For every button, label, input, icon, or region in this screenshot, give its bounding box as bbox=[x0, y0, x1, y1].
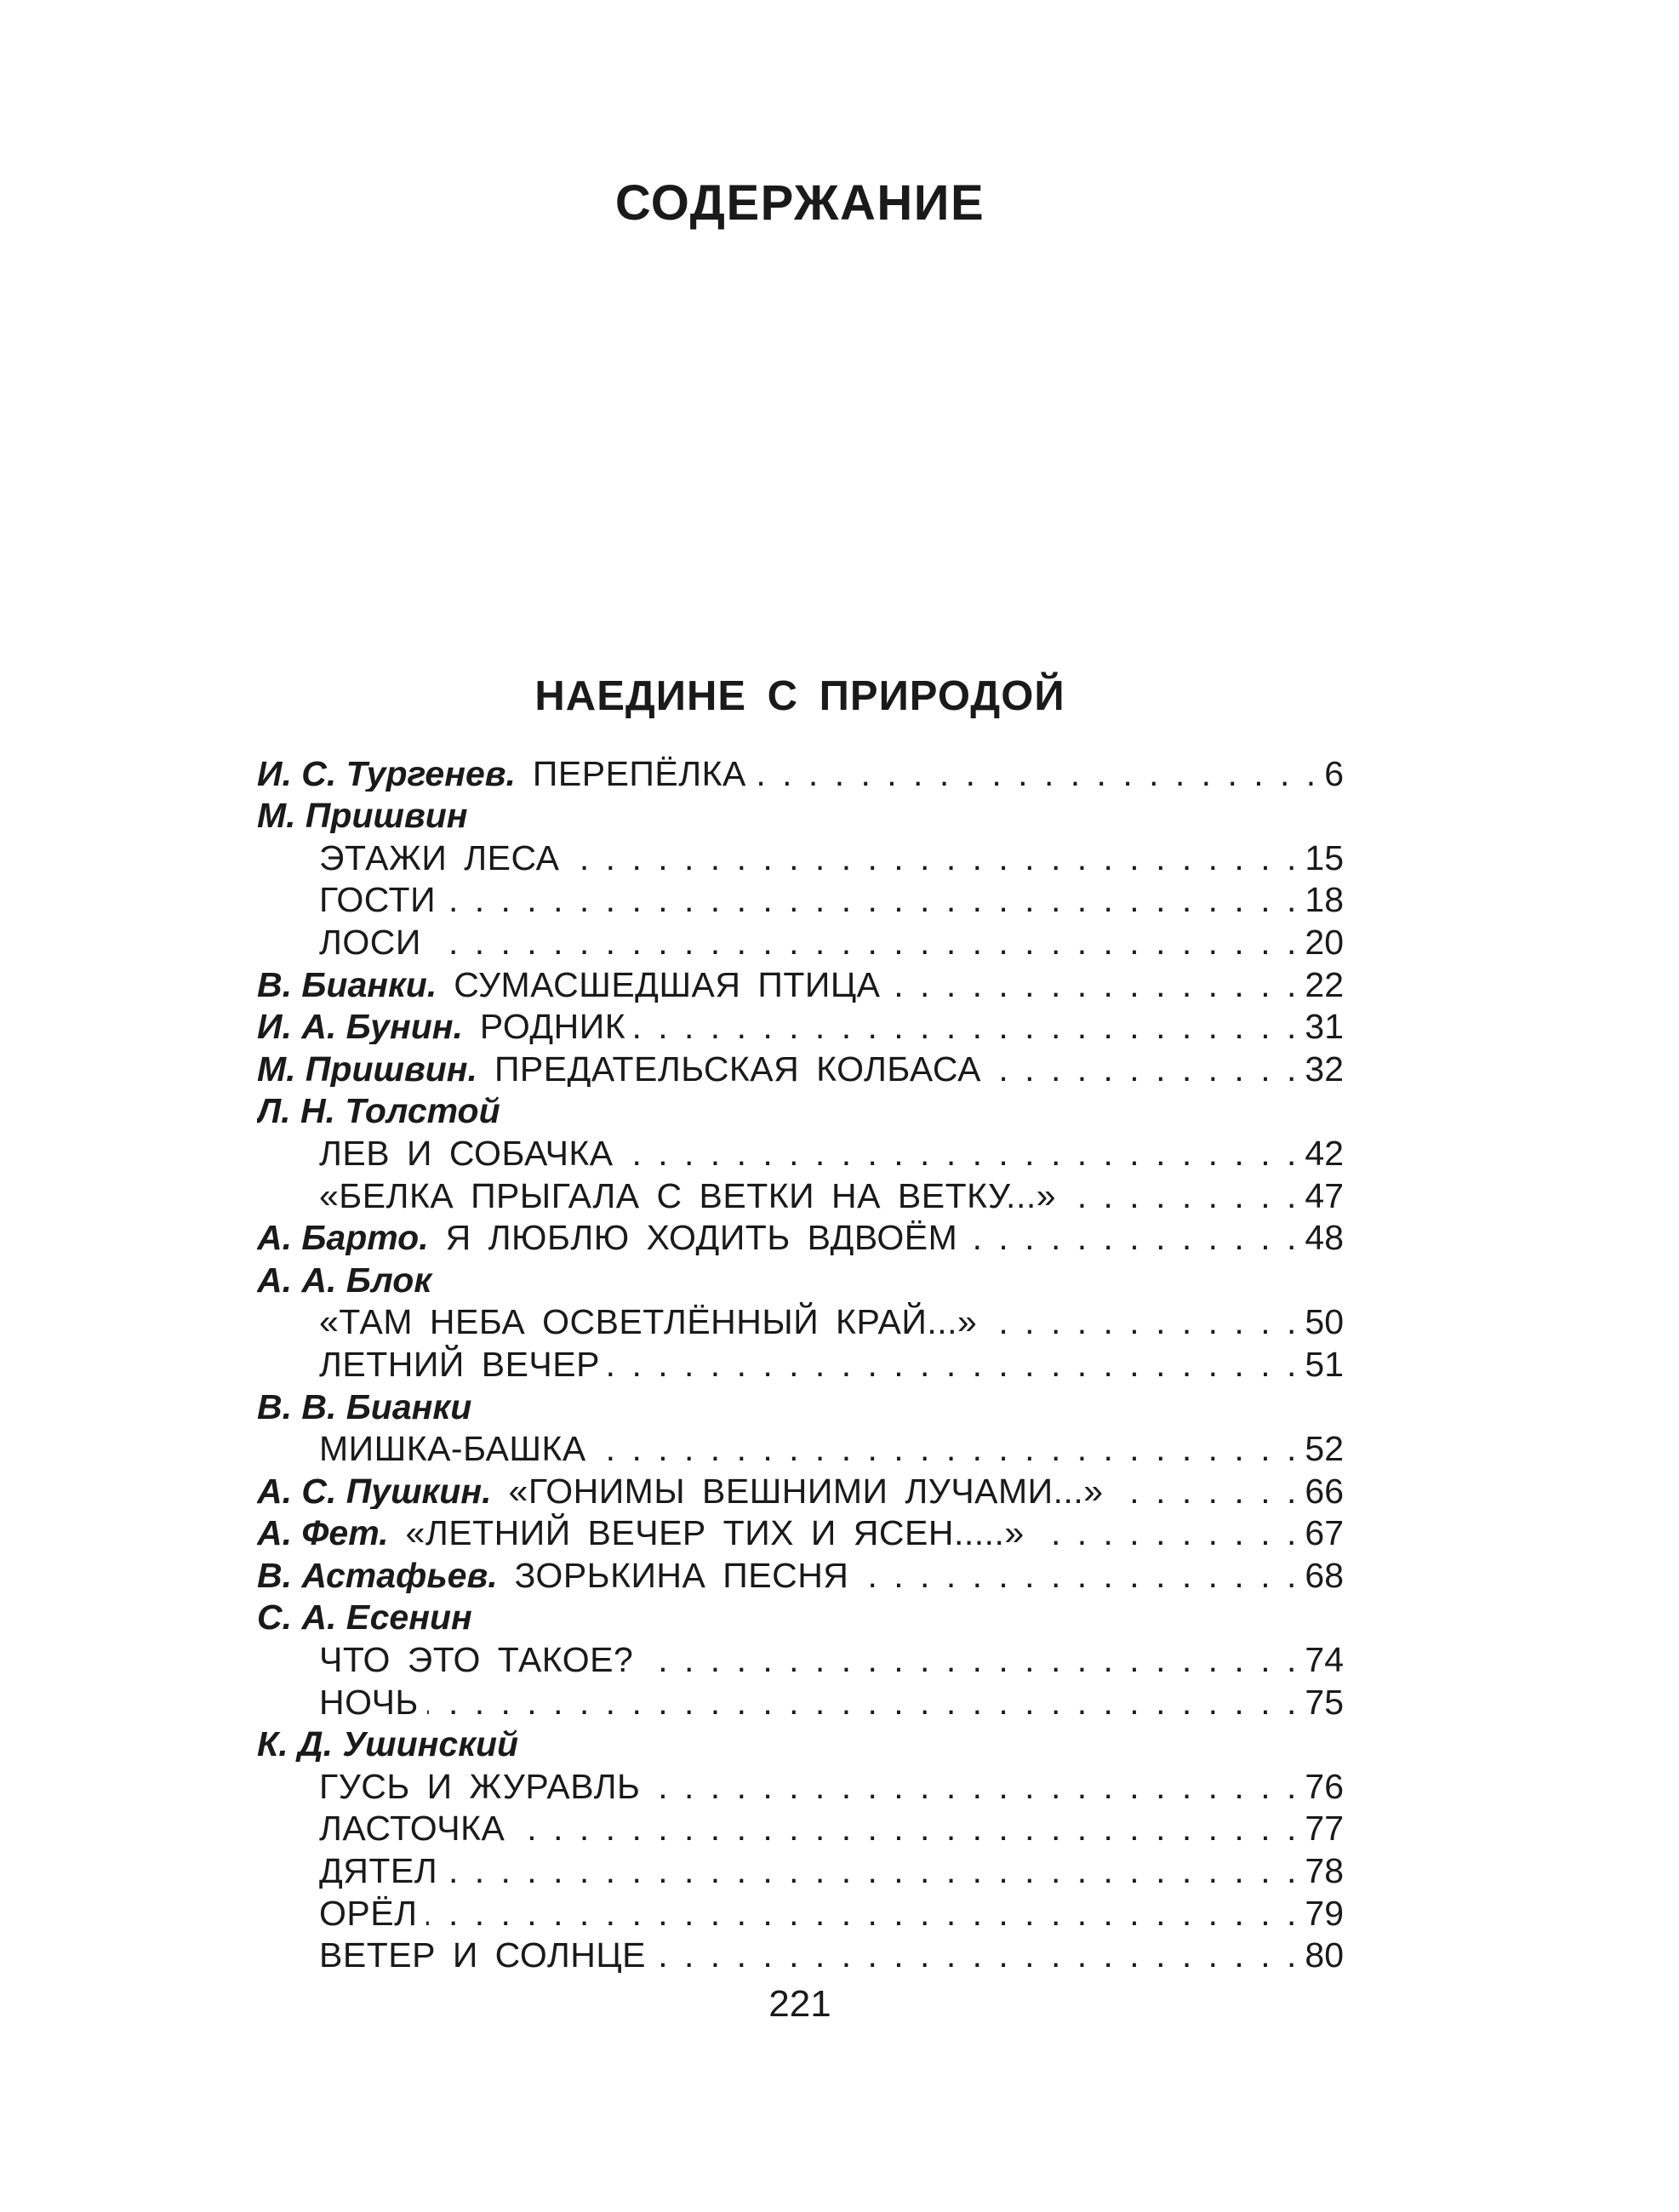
section-title: НАЕДИНЕ С ПРИРОДОЙ bbox=[534, 673, 1065, 719]
toc-author: М. Пришвин. bbox=[257, 1049, 477, 1087]
dot-leader bbox=[1065, 1179, 1299, 1214]
dot-leader bbox=[889, 968, 1300, 1003]
toc-author: К. Д. Ушинский bbox=[257, 1724, 519, 1763]
toc-title: ЭТАЖИ ЛЕСА bbox=[319, 837, 560, 876]
toc-entry[interactable] bbox=[257, 1551, 1344, 1593]
toc-page-number: 22 bbox=[1305, 964, 1344, 1003]
toc-page-number: 20 bbox=[1305, 922, 1344, 960]
toc-title: МИШКА-БАШКА bbox=[319, 1429, 586, 1467]
toc-author: А. Барто. bbox=[257, 1218, 429, 1256]
toc-page-number: 6 bbox=[1324, 753, 1344, 792]
toc-author: М. Пришвин bbox=[257, 796, 468, 834]
toc-page-number: 51 bbox=[1305, 1344, 1344, 1382]
toc-title: НОЧЬ bbox=[319, 1682, 419, 1720]
toc-entry[interactable] bbox=[257, 1931, 1344, 1974]
dot-leader bbox=[426, 1896, 1300, 1931]
toc-author: В. В. Бианки bbox=[257, 1386, 472, 1425]
toc-title: «ТАМ НЕБА ОСВЕТЛЁННЫЙ КРАЙ...» bbox=[319, 1302, 978, 1340]
toc-entry[interactable] bbox=[257, 960, 1344, 1003]
toc-page-number: 31 bbox=[1305, 1007, 1344, 1045]
toc-author: А. Фет. bbox=[257, 1513, 389, 1552]
toc-page-number: 79 bbox=[1305, 1893, 1344, 1931]
toc-author: А. С. Пушкин. bbox=[257, 1471, 492, 1509]
toc-author: И. А. Бунин. bbox=[257, 1007, 463, 1045]
toc-title: ЧТО ЭТО ТАКОЕ? bbox=[319, 1640, 634, 1678]
dot-leader bbox=[568, 841, 1300, 876]
toc-author: Л. Н. Толстой bbox=[257, 1091, 500, 1129]
toc-entry[interactable] bbox=[257, 1044, 1344, 1087]
toc-title: ГОСТИ bbox=[319, 880, 437, 918]
dot-leader bbox=[985, 1305, 1299, 1340]
dot-leader bbox=[966, 1220, 1299, 1255]
toc-entry[interactable] bbox=[257, 1678, 1344, 1720]
toc-entry[interactable] bbox=[257, 1846, 1344, 1889]
toc-page-number: 42 bbox=[1305, 1133, 1344, 1171]
toc-title: «ЛЕТНИЙ ВЕЧЕР ТИХ И ЯСЕН.....» bbox=[405, 1513, 1025, 1552]
toc-page-number: 52 bbox=[1305, 1429, 1344, 1467]
toc-title: ЛОСИ bbox=[319, 922, 421, 960]
toc-page-number: 78 bbox=[1305, 1851, 1344, 1889]
toc-entry[interactable] bbox=[257, 917, 1344, 960]
toc-title: ПРЕДАТЕЛЬСКАЯ КОЛБАСА bbox=[494, 1049, 981, 1087]
toc-page-number: 15 bbox=[1305, 837, 1344, 876]
toc-page-number: 47 bbox=[1305, 1175, 1344, 1214]
dot-leader bbox=[755, 757, 1319, 792]
toc-title: «БЕЛКА ПРЫГАЛА С ВЕТКИ НА ВЕТКУ...» bbox=[319, 1175, 1057, 1214]
toc-entry[interactable] bbox=[257, 1889, 1344, 1931]
toc-entry[interactable] bbox=[257, 1509, 1344, 1552]
toc-entry[interactable] bbox=[257, 1298, 1344, 1340]
toc-page-number: 32 bbox=[1305, 1049, 1344, 1087]
toc-entry[interactable] bbox=[257, 1425, 1344, 1467]
toc-entry[interactable] bbox=[257, 749, 1344, 792]
toc-entry[interactable] bbox=[257, 1214, 1344, 1256]
toc-entry[interactable] bbox=[257, 876, 1344, 918]
toc-page-number: 68 bbox=[1305, 1555, 1344, 1593]
toc-title: ОРЁЛ bbox=[319, 1893, 418, 1931]
toc-title: Я ЛЮБЛЮ ХОДИТЬ ВДВОЁМ bbox=[445, 1218, 958, 1256]
dot-leader bbox=[654, 1938, 1299, 1973]
toc-page-number: 50 bbox=[1305, 1302, 1344, 1340]
toc-author: С. А. Есенин bbox=[257, 1598, 472, 1636]
toc-entry[interactable] bbox=[257, 1171, 1344, 1214]
toc-title: ЗОРЬКИНА ПЕСНЯ bbox=[514, 1555, 849, 1593]
dot-leader bbox=[642, 1643, 1299, 1678]
toc-page-number: 80 bbox=[1305, 1935, 1344, 1974]
toc-page-number: 18 bbox=[1305, 880, 1344, 918]
toc-page-number: 67 bbox=[1305, 1513, 1344, 1552]
dot-leader bbox=[427, 1685, 1300, 1720]
toc-author-heading[interactable] bbox=[257, 792, 1344, 834]
toc-entry[interactable] bbox=[257, 1804, 1344, 1847]
dot-leader bbox=[513, 1811, 1299, 1846]
toc-author-heading[interactable] bbox=[257, 1382, 1344, 1425]
toc-author-heading[interactable] bbox=[257, 1255, 1344, 1298]
toc-page-number: 76 bbox=[1305, 1766, 1344, 1804]
toc-entry[interactable] bbox=[257, 1466, 1344, 1509]
page-title: СОДЕРЖАНИЕ bbox=[614, 175, 985, 231]
toc-title: ПЕРЕПЁЛКА bbox=[532, 753, 746, 792]
toc-entry[interactable] bbox=[257, 1003, 1344, 1045]
toc-title: «ГОНИМЫ ВЕШНИМИ ЛУЧАМИ...» bbox=[508, 1471, 1104, 1509]
toc-page-number: 66 bbox=[1305, 1471, 1344, 1509]
dot-leader bbox=[1112, 1474, 1300, 1509]
dot-leader bbox=[608, 1347, 1299, 1382]
toc-entry[interactable] bbox=[257, 1762, 1344, 1804]
toc-page-number: 74 bbox=[1305, 1640, 1344, 1678]
page-number: 221 bbox=[768, 1983, 831, 2025]
dot-leader bbox=[634, 1009, 1299, 1044]
toc-title: ДЯТЕЛ bbox=[319, 1851, 438, 1889]
toc-title: ЛЕВ И СОБАЧКА bbox=[319, 1133, 614, 1171]
toc-page-number: 77 bbox=[1305, 1809, 1344, 1847]
toc-title: ЛЕТНИЙ ВЕЧЕР bbox=[319, 1344, 600, 1382]
toc-entry[interactable] bbox=[257, 1340, 1344, 1382]
dot-leader bbox=[444, 883, 1299, 917]
dot-leader bbox=[430, 925, 1300, 960]
toc-author: И. С. Тургенев. bbox=[257, 753, 516, 792]
toc-page-number: 75 bbox=[1305, 1682, 1344, 1720]
dot-leader bbox=[648, 1769, 1299, 1804]
toc-author: А. А. Блок bbox=[257, 1260, 432, 1298]
toc-title: СУМАСШЕДШАЯ ПТИЦА bbox=[454, 964, 881, 1003]
table-of-contents bbox=[257, 749, 1344, 1973]
toc-entry[interactable] bbox=[257, 833, 1344, 876]
toc-author-heading[interactable] bbox=[257, 1720, 1344, 1763]
toc-entry[interactable] bbox=[257, 1129, 1344, 1171]
toc-entry[interactable] bbox=[257, 1635, 1344, 1678]
toc-author-heading[interactable] bbox=[257, 1593, 1344, 1636]
dot-leader bbox=[622, 1136, 1300, 1171]
toc-title: ВЕТЕР И СОЛНЦЕ bbox=[319, 1935, 647, 1974]
toc-title: РОДНИК bbox=[479, 1007, 626, 1045]
dot-leader bbox=[446, 1854, 1299, 1889]
dot-leader bbox=[1033, 1516, 1300, 1551]
toc-author: В. Бианки. bbox=[257, 964, 437, 1003]
dot-leader bbox=[595, 1432, 1300, 1466]
toc-title: ГУСЬ И ЖУРАВЛЬ bbox=[319, 1766, 641, 1804]
dot-leader bbox=[857, 1558, 1299, 1593]
toc-author: В. Астафьев. bbox=[257, 1555, 498, 1593]
toc-author-heading[interactable] bbox=[257, 1087, 1344, 1129]
toc-page-number: 48 bbox=[1305, 1218, 1344, 1256]
toc-title: ЛАСТОЧКА bbox=[319, 1809, 505, 1847]
dot-leader bbox=[990, 1052, 1299, 1087]
